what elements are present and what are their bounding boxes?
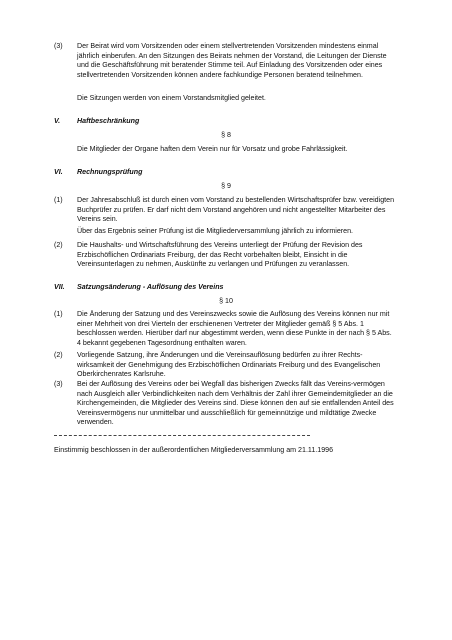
item-text: Vorliegende Satzung, ihre Änderungen und die Vereinsauflösung bedürfen zu ihrer Rechts-wirksamkeit der Genehmigung des Erzbischöflichen Ordinariats Freiburg und des Evangelischen Oberkirchenrates Karlsruhe. xyxy=(77,351,381,379)
item-number: (3) xyxy=(54,380,63,388)
dashed-divider xyxy=(54,435,310,436)
section-number: VII. xyxy=(54,283,65,291)
item-text: Bei der Auflösung des Vereins oder bei Wegfall das bisherigen Zwecks fällt das Vereins-vermögen nach Ausgleich aller Verbindlichkeiten nach dem Verhältnis der Zahl ihrer Gemeindemitglieder an die Kirchengemeinden, die Mitglieder des Vereins sind. Diese können den auf sie entfallenden Anteil des Vereinsvermögens nur unmittelbar und ausschließlich für gemeinnützige und mildtätige Zwecke verwenden. xyxy=(77,380,394,427)
item-text: Der Beirat wird vom Vorsitzenden oder einem stellvertretenden Vorsitzenden mindestens einmal jährlich einberufen. An den Sitzungen des Beirats nehmen der Vorstand, die Leitungen der Dienste und die Geschäftsführung mit beratender Stimme teil. Auf Einladung des Vorsitzenden oder eines stellvertretenden Vorsitzenden können andere fachkundige Personen beratend teilnehmen. xyxy=(77,42,387,79)
section-title: Rechnungsprüfung xyxy=(77,168,143,176)
paragraph-ergebnis: Über das Ergebnis seiner Prüfung ist die Mitgliederversammlung jährlich zu informieren. xyxy=(77,227,353,235)
item-number: (2) xyxy=(54,351,63,359)
item-text: Die Änderung der Satzung und des Vereinszwecks sowie die Auflösung des Vereins können nur mit einer Mehrheit von drei Vierteln der erschienenen Vertreter der Mitglieder gemäß § 5 Abs. 1 beschlossen werden. Hierüber darf nur abgestimmt werden, wenn diese Punkte in der nach § 5 Abs. 4 bekannt gegebenen Tagesordnung enthalten waren. xyxy=(77,310,392,347)
item-number: (3) xyxy=(54,42,63,50)
paragraph-mark-10: § 10 xyxy=(219,297,233,305)
item-text: Der Jahresabschluß ist durch einen vom Vorstand zu bestellenden Wirtschaftsprüfer bzw. vereidigten Buchprüfer zu prüfen. Er darf nicht dem Vorstand angehören und nicht angestellter Mitarbeiter des Vereins sein. xyxy=(77,196,395,224)
section-number: V. xyxy=(54,117,61,125)
closing-statement: Einstimmig beschlossen in der außerordentlichen Mitgliederversammlung am 21.11.1996 xyxy=(54,446,334,454)
paragraph-sitzungen: Die Sitzungen werden von einem Vorstandsmitglied geleitet. xyxy=(77,94,266,102)
section-number: VI. xyxy=(54,168,63,176)
item-text: Die Haushalts- und Wirtschaftsführung des Vereins unterliegt der Prüfung der Revision des Erzbischöflichen Ordinariats Freiburg, der das Recht vorbehalten bleibt, Einsicht in die Vereinsunterlagen zu nehmen, Auskünfte zu verlangen und Prüfungen zu veranlassen. xyxy=(77,241,363,269)
paragraph-mark-8: § 8 xyxy=(221,131,231,139)
paragraph-mark-9: § 9 xyxy=(221,182,231,190)
section-title: Satzungsänderung - Auflösung des Vereins xyxy=(77,283,224,291)
item-number: (2) xyxy=(54,241,63,249)
item-number: (1) xyxy=(54,196,63,204)
section-title: Haftbeschränkung xyxy=(77,117,140,125)
item-number: (1) xyxy=(54,310,63,318)
paragraph-haftung: Die Mitglieder der Organe haften dem Verein nur für Vorsatz und grobe Fahrlässigkeit. xyxy=(77,145,348,153)
